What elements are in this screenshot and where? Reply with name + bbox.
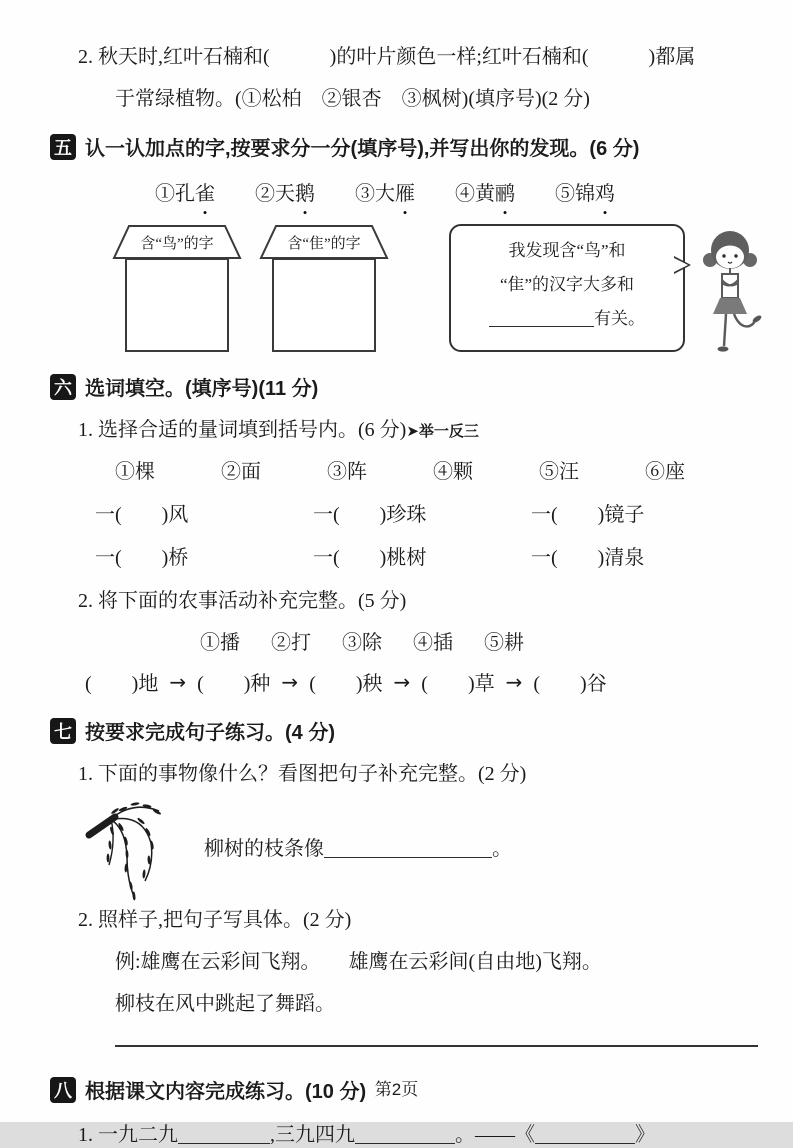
option: ⑤汪 [539, 461, 579, 483]
sequence-blank[interactable]: ( )谷 [533, 673, 607, 695]
practice-tag: ➤举一反三 [406, 423, 479, 440]
option: ②打 [271, 632, 311, 654]
house-roof-label: 含“鸟”的字 [140, 236, 214, 252]
sequence-blank[interactable]: ( )种 [197, 673, 271, 695]
arrow-icon: → [393, 669, 411, 694]
section7-title: 按要求完成句子练习。(4 分) [85, 722, 335, 744]
page-number: 第2页 [374, 1080, 419, 1099]
sequence-blank[interactable]: ( )地 [85, 673, 159, 695]
bubble-line2: “隹”的汉字大多和 [499, 275, 635, 294]
section6-title: 选词填空。(填序号)(11 分) [85, 378, 319, 400]
section5-title: 认一认加点的字,按要求分一分(填序号),并写出你的发现。(6 分) [85, 138, 640, 160]
sorting-houses-row [112, 224, 760, 356]
section7-header [50, 716, 760, 745]
arrow-icon: → [169, 669, 187, 694]
sequence-blank[interactable]: ( )草 [421, 673, 495, 695]
answer-line[interactable] [115, 1045, 758, 1047]
fill-blank-3[interactable] [535, 1122, 635, 1144]
answer-box-niao[interactable] [125, 258, 229, 352]
willow-sentence: 柳树的枝条像 。 [204, 837, 512, 860]
house-roof-label: 含“隹”的字 [287, 236, 361, 252]
section8-q1: 1. 一九二九 ,三九四九 。——《 》 [78, 1124, 655, 1146]
section7-q2-example: 例:雄鹰在云彩间飞翔。 雄鹰在云彩间(自由地)飞翔。 [115, 951, 602, 973]
section7-q1-label: 1. 下面的事物像什么？看图把句子补充完整。(2 分) [78, 763, 527, 785]
bubble-line1: 我发现含“鸟”和 [508, 241, 626, 260]
quantifier-blank[interactable]: 一( )桥 [95, 547, 189, 569]
speech-bubble [449, 224, 685, 352]
option: ①播 [200, 632, 240, 654]
quantifier-blank[interactable]: 一( )镜子 [531, 504, 645, 526]
section6-q2-label: 2. 将下面的农事活动补充完整。(5 分) [78, 590, 407, 612]
option: ③除 [342, 632, 382, 654]
question4-item2-line1: 2. 秋天时,红叶石楠和( )的叶片颜色一样;红叶石楠和( )都属 [78, 46, 696, 68]
house-box-niao [112, 224, 242, 352]
fill-blank-2[interactable] [355, 1122, 455, 1144]
section8-number-badge: 八 [50, 1077, 76, 1103]
discovery-blank[interactable] [489, 308, 594, 327]
question4-item2-line2: 于常绿植物。(①松柏 ②银杏 ③枫树)(填序号)(2 分) [115, 88, 590, 110]
bird-word: ⑤锦鸡 [555, 183, 615, 205]
section5-number-badge: 五 [50, 134, 76, 160]
bird-word: ②天鹅 [255, 183, 315, 205]
quantifier-row2 [95, 541, 760, 570]
section6-header [50, 372, 760, 401]
bird-word: ③大雁 [355, 183, 415, 205]
section5-header [50, 132, 760, 161]
bird-word: ①孔雀 [155, 183, 215, 205]
fill-blank-1[interactable] [178, 1122, 270, 1144]
farm-sequence [85, 667, 760, 696]
quantifier-blank[interactable]: 一( )风 [95, 504, 189, 526]
willow-branch-illustration [85, 797, 190, 905]
quantifier-blank[interactable]: 一( )桃树 [313, 547, 427, 569]
arrow-icon: → [281, 669, 299, 694]
section8-title: 根据课文内容完成练习。(10 分) [85, 1081, 367, 1103]
measure-word-options [115, 455, 760, 484]
section6-number-badge: 六 [50, 374, 76, 400]
willow-question-row [85, 797, 760, 905]
arrow-icon: → [505, 669, 523, 694]
section7-number-badge: 七 [50, 718, 76, 744]
quantifier-blank[interactable]: 一( )清泉 [531, 547, 645, 569]
house-box-zhui [259, 224, 389, 352]
girl-illustration [697, 224, 763, 356]
answer-box-zhui[interactable] [272, 258, 376, 352]
sequence-blank[interactable]: ( )秧 [309, 673, 383, 695]
section7-q2-label: 2. 照样子,把句子写具体。(2 分) [78, 909, 352, 931]
section6-q1-label: 1. 选择合适的量词填到括号内。(6 分)➤举一反三 [78, 419, 479, 441]
option: ①棵 [115, 461, 155, 483]
house-roof [112, 224, 242, 260]
option: ④插 [413, 632, 453, 654]
quantifier-blank[interactable]: 一( )珍珠 [313, 504, 427, 526]
option: ⑤耕 [484, 632, 524, 654]
option: ③阵 [327, 461, 367, 483]
option: ②面 [221, 461, 261, 483]
bird-word-list [155, 177, 760, 206]
house-roof [259, 224, 389, 260]
willow-blank[interactable] [324, 836, 492, 858]
bird-word: ④黄鹂 [455, 183, 515, 205]
bubble-line3: 有关。 [463, 302, 671, 336]
option: ④颗 [433, 461, 473, 483]
farm-verb-options [200, 626, 760, 655]
option: ⑥座 [645, 461, 685, 483]
quantifier-row1 [95, 498, 760, 527]
section7-q2-sentence: 柳枝在风中跳起了舞蹈。 [115, 993, 335, 1015]
